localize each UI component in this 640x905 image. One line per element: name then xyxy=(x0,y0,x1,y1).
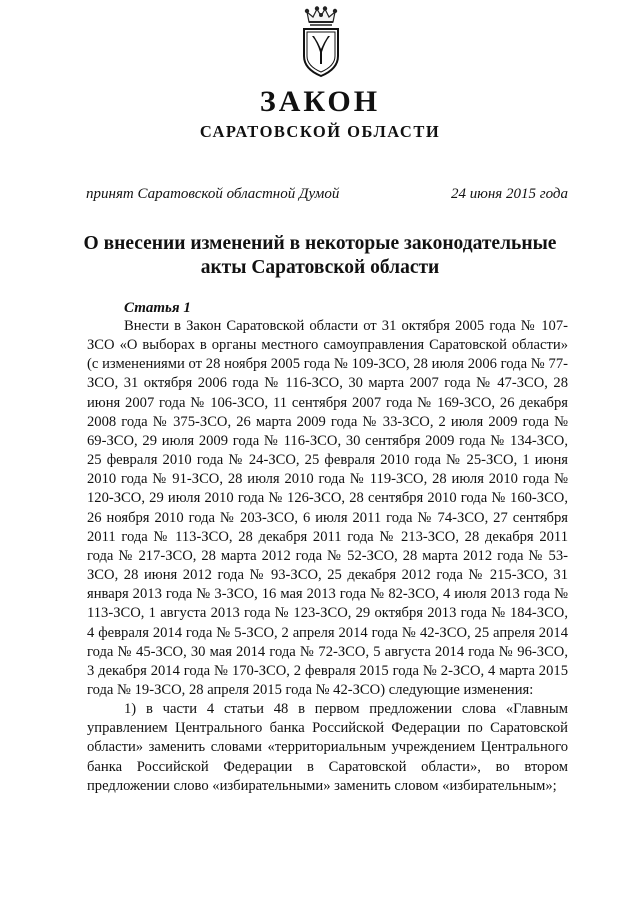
adopted-by: принят Саратовской областной Думой xyxy=(86,186,340,202)
coat-of-arms-icon xyxy=(298,6,344,78)
adoption-line xyxy=(86,184,568,204)
document-title: О внесении изменений в некоторые законодательные акты Саратовской области xyxy=(83,233,557,278)
article-item-1: 1) в части 4 статьи 48 в первом предложении слова «Главным управлением Центрального банка Российской Федерации по Саратовской области» заменить словами «территориальным учреждением Центрального банка Российской Федерации в Саратовской области», во втором предложении слово «избирательными» заменить словом «избирательным»; xyxy=(87,701,568,794)
article-heading: Статья 1 xyxy=(124,300,191,316)
law-heading: ЗАКОН xyxy=(259,85,381,118)
adoption-date: 24 июня 2015 года xyxy=(451,186,568,202)
article-intro-paragraph: Внести в Закон Саратовской области от 31 октября 2005 года № 107-ЗСО «О выборах в органы местного самоуправления Саратовской области» (с изменениями от 28 ноября 2005 года № 109-ЗСО, 28 июля 2006 года № 77-ЗСО, 31 октября 2006 года № 116-ЗСО, 30 марта 2007 года № 47-ЗСО, 28 июня 2007 года № 106-ЗСО, 11 сентября 2007 года № 169-ЗСО, 26 декабря 2008 года № 375-ЗСО, 26 марта 2009 года № 33-ЗСО, 2 июля 2009 года № 69-ЗСО, 29 июля 2009 года № 116-ЗСО, 30 сентября 2009 года № 134-ЗСО, 25 февраля 2010 года № 24-ЗСО, 25 февраля 2010 года № 25-ЗСО, 1 июня 2010 года № 91-ЗСО, 28 июля 2010 года № 119-ЗСО, 28 июля 2010 года № 120-ЗСО, 29 июля 2010 года № 126-ЗСО, 28 сентября 2010 года № 160-ЗСО, 26 ноября 2010 года № 203-ЗСО, 6 июля 2011 года № 74-ЗСО, 27 сентября 2011 года № 113-ЗСО, 28 декабря 2011 года № 213-ЗСО, 28 декабря 2011 года № 217-ЗСО, 28 марта 2012 года № 52-ЗСО, 28 марта 2012 года № 53-ЗСО, 28 июня 2012 года № 93-ЗСО, 25 декабря 2012 года № 215-ЗСО, 31 января 2013 года № 3-ЗСО, 16 мая 2013 года № 82-ЗСО, 4 июля 2013 года № 113-ЗСО, 1 августа 2013 года № 123-ЗСО, 29 октября 2013 года № 184-ЗСО, 4 февраля 2014 года № 5-ЗСО, 2 апреля 2014 года № 42-ЗСО, 25 апреля 2014 года № 45-ЗСО, 30 мая 2014 года № 72-ЗСО, 5 августа 2014 года № 96-ЗСО, 3 декабря 2014 года № 170-ЗСО, 2 февраля 2015 года № 2-ЗСО, 4 марта 2015 года № 19-ЗСО, 28 апреля 2015 года № 42-ЗСО) следующие изменения: xyxy=(87,318,568,698)
article-body xyxy=(87,317,568,796)
region-heading: САРАТОВСКОЙ ОБЛАСТИ xyxy=(199,122,441,141)
